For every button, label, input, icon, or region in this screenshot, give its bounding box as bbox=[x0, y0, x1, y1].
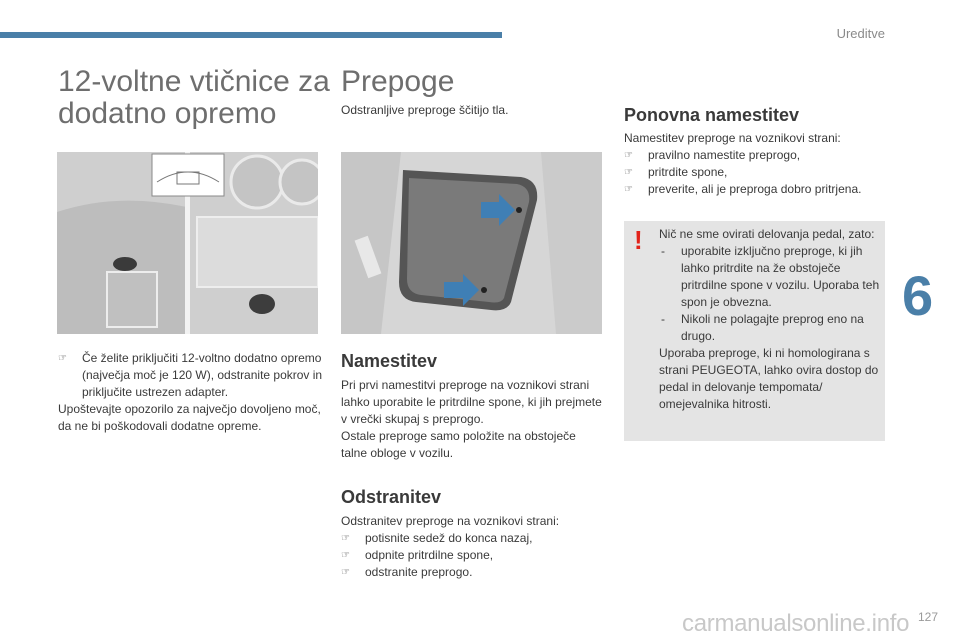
socket-title-line1: 12-voltne vtičnice za bbox=[58, 65, 330, 98]
removal-block bbox=[341, 513, 603, 581]
install-text: Pri prvi namestitvi preproge na voznikovi strani lahko uporabite le pritrdilne spone, ki jih prejmete v vrečki skupaj s preprogo. bbox=[341, 378, 602, 426]
list-item bbox=[624, 164, 886, 181]
refit-item-text: pritrdite spone, bbox=[648, 165, 728, 179]
warning-box bbox=[624, 221, 885, 441]
removal-item-text: potisnite sedež do konca nazaj, bbox=[365, 531, 533, 545]
page-number: 127 bbox=[917, 610, 938, 624]
list-item bbox=[624, 147, 886, 164]
list-item bbox=[624, 181, 886, 198]
warning-outro: Uporaba preproge, ki ni homologirana s strani PEUGEOTA, lahko ovira dostop do pedal in delovanje tempomata/ omejevalnika hitrosti. bbox=[659, 346, 879, 411]
removal-heading: Odstranitev bbox=[341, 487, 442, 507]
removal-intro: Odstranitev preproge na voznikovi strani: bbox=[341, 514, 560, 528]
list-item bbox=[659, 311, 881, 345]
list-item bbox=[58, 350, 326, 401]
watermark: carmanualsonline.info bbox=[682, 610, 910, 637]
dash-marker: - bbox=[661, 244, 665, 258]
removal-item-text: odstranite preprogo. bbox=[365, 565, 473, 579]
warning-item-text: uporabite izključno preproge, ki jih lahko pritrdite na že obstoječe pritrdilne spone v vozilu. Uporaba teh spon je obvezna. bbox=[681, 244, 880, 309]
header-bar bbox=[0, 32, 502, 38]
install-heading: Namestitev bbox=[341, 351, 438, 371]
hand-pointer-icon: ☞ bbox=[58, 353, 67, 364]
hand-pointer-icon: ☞ bbox=[341, 550, 350, 561]
section-title: Ureditve bbox=[836, 26, 885, 41]
refit-list bbox=[624, 147, 886, 198]
list-item bbox=[341, 530, 603, 547]
hand-pointer-icon: ☞ bbox=[624, 150, 633, 161]
removal-list bbox=[341, 530, 603, 581]
hand-pointer-icon: ☞ bbox=[341, 567, 350, 578]
socket-instructions bbox=[58, 350, 326, 435]
mat-photo bbox=[341, 152, 602, 334]
mats-intro: Odstranljive preproge ščitijo tla. bbox=[341, 103, 509, 117]
hand-pointer-icon: ☞ bbox=[341, 533, 350, 544]
warning-item-text: Nikoli ne polagajte preprog eno na drugo. bbox=[681, 312, 864, 343]
hand-pointer-icon: ☞ bbox=[624, 167, 633, 178]
socket-list bbox=[58, 350, 326, 401]
refit-item-text: pravilno namestite preprogo, bbox=[648, 148, 801, 162]
chapter-number: 6 bbox=[902, 264, 934, 327]
list-item bbox=[341, 564, 603, 581]
warning-intro: Nič ne sme ovirati delovanja pedal, zato: bbox=[659, 227, 875, 241]
socket-title bbox=[58, 66, 330, 130]
socket-illustration bbox=[57, 152, 318, 334]
socket-title-line2: dodatno opremo bbox=[58, 97, 277, 130]
install-text-block bbox=[341, 377, 603, 462]
socket-bullet-text: Če želite priključiti 12-voltno dodatno opremo (največja moč je 120 W), odstranite pokrov in priključite ustrezen adapter. bbox=[82, 351, 323, 399]
dash-marker: - bbox=[661, 312, 665, 326]
refit-block bbox=[624, 130, 886, 198]
hand-pointer-icon: ☞ bbox=[624, 184, 633, 195]
list-item bbox=[341, 547, 603, 564]
socket-warning-text: Upoštevajte opozorilo za največjo dovoljeno moč, da ne bi poškodovali dodatne opreme. bbox=[58, 402, 321, 433]
refit-heading: Ponovna namestitev bbox=[624, 105, 800, 125]
install-text-2: Ostale preproge samo položite na obstoječe talne obloge v vozilu. bbox=[341, 429, 576, 460]
removal-item-text: odpnite pritrdilne spone, bbox=[365, 548, 494, 562]
exclamation-icon: ! bbox=[634, 225, 643, 255]
list-item bbox=[659, 243, 881, 311]
mats-title: Prepoge bbox=[341, 65, 455, 98]
refit-item-text: preverite, ali je preproga dobro pritrjena. bbox=[648, 182, 862, 196]
refit-intro: Namestitev preproge na voznikovi strani: bbox=[624, 131, 841, 145]
warning-content bbox=[659, 226, 881, 413]
mat-illustration bbox=[341, 152, 602, 334]
socket-photo bbox=[57, 152, 318, 334]
